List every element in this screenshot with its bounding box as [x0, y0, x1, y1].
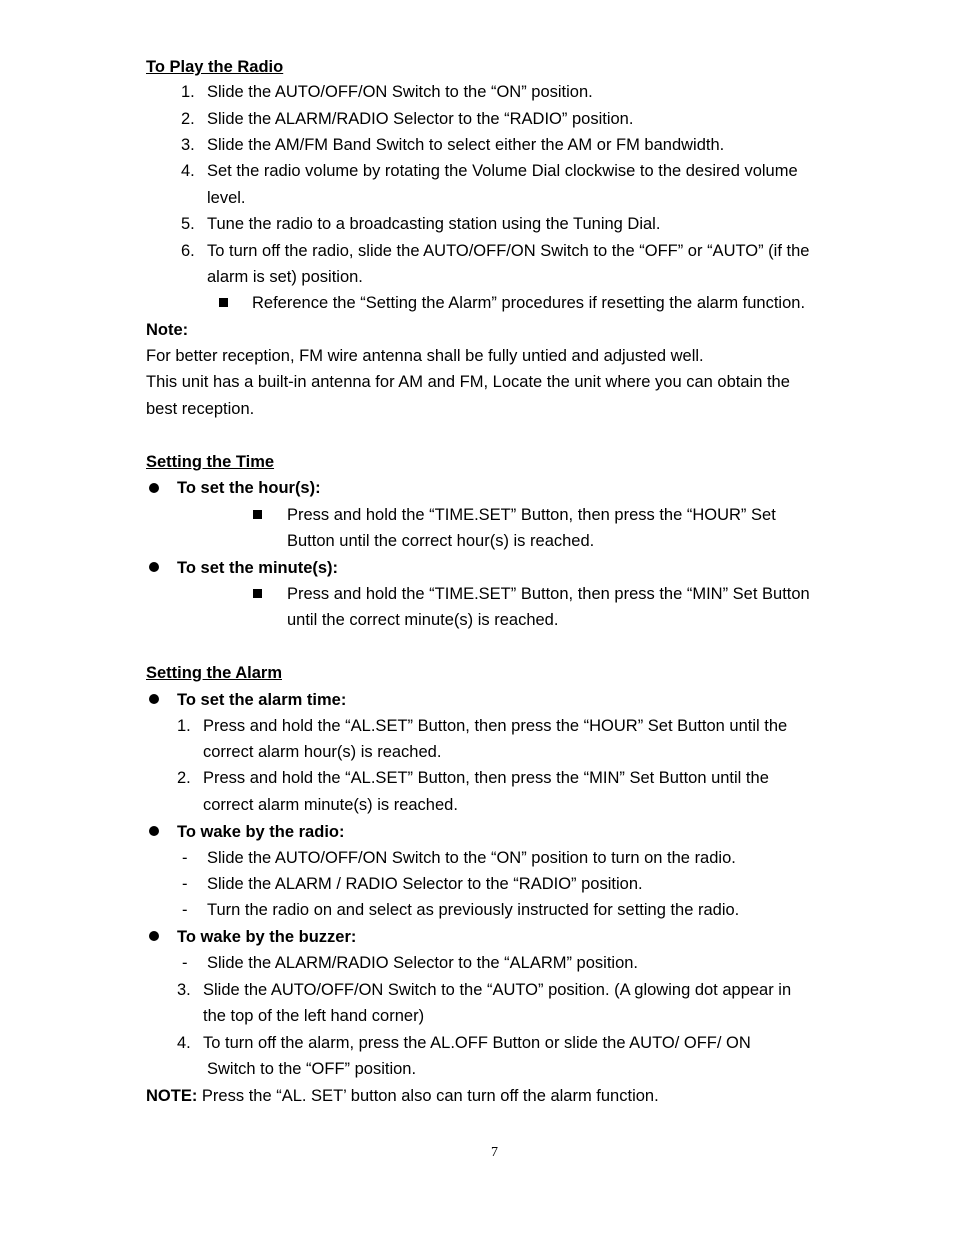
square-bullet-icon	[253, 510, 262, 519]
instruction-text: Press and hold the “TIME.SET” Button, then press the “HOUR” Set	[287, 506, 776, 524]
step-text: Press and hold the “AL.SET” Button, then press the “MIN” Set Button until the	[203, 769, 769, 787]
step-text: Set the radio volume by rotating the Volume Dial clockwise to the desired volume	[207, 162, 798, 180]
step-text: alarm is set) position.	[207, 268, 363, 286]
dash-bullet: -	[182, 954, 188, 972]
subheading-wake-radio: To wake by the radio:	[177, 823, 345, 841]
round-bullet-icon	[149, 694, 159, 704]
step-text: Slide the AUTO/OFF/ON Switch to the “ON” position.	[207, 83, 593, 101]
step-number: 4.	[177, 1034, 191, 1052]
step-number: 2.	[177, 769, 191, 787]
instruction-text: until the correct minute(s) is reached.	[287, 611, 559, 629]
step-number: 1.	[181, 83, 195, 101]
note-line: This unit has a built-in antenna for AM and FM, Locate the unit where you can obtain the	[146, 373, 790, 391]
square-bullet-icon	[253, 589, 262, 598]
heading-setting-time: Setting the Time	[146, 453, 275, 471]
round-bullet-icon	[149, 826, 159, 836]
step-number: 1.	[177, 717, 191, 735]
step-text: Press and hold the “AL.SET” Button, then press the “HOUR” Set Button until the	[203, 717, 788, 735]
reference-text: Reference the “Setting the Alarm” procedures if resetting the alarm function.	[252, 294, 806, 312]
subheading-wake-buzzer: To wake by the buzzer:	[177, 928, 357, 946]
dash-bullet: -	[182, 875, 188, 893]
round-bullet-icon	[149, 931, 159, 941]
note-label: Note:	[146, 321, 189, 339]
step-number: 3.	[177, 981, 191, 999]
instruction-text: Button until the correct hour(s) is reached.	[287, 532, 595, 550]
final-note-label: NOTE:	[146, 1087, 198, 1105]
step-text: correct alarm minute(s) is reached.	[203, 796, 458, 814]
final-note-text: Press the “AL. SET’ button also can turn off the alarm function.	[197, 1087, 659, 1105]
step-text: To turn off the alarm, press the AL.OFF Button or slide the AUTO/ OFF/ ON	[203, 1034, 751, 1052]
heading-play-radio: To Play the Radio	[146, 58, 284, 76]
step-text: Slide the AM/FM Band Switch to select either the AM or FM bandwidth.	[207, 136, 725, 154]
step-text: Slide the AUTO/OFF/ON Switch to the “AUTO” position. (A glowing dot appear in	[203, 981, 792, 999]
note-line: best reception.	[146, 400, 255, 418]
note-line: For better reception, FM wire antenna shall be fully untied and adjusted well.	[146, 347, 704, 365]
page-number: 7	[491, 1145, 498, 1160]
step-text: Slide the ALARM/RADIO Selector to the “RADIO” position.	[207, 110, 634, 128]
round-bullet-icon	[149, 483, 159, 493]
step-text: correct alarm hour(s) is reached.	[203, 743, 442, 761]
list-item: Slide the ALARM/RADIO Selector to the “ALARM” position.	[207, 954, 639, 972]
step-number: 6.	[181, 242, 195, 260]
list-item: Turn the radio on and select as previously instructed for setting the radio.	[207, 901, 740, 919]
square-bullet-icon	[219, 298, 228, 307]
step-number: 2.	[181, 110, 195, 128]
round-bullet-icon	[149, 562, 159, 572]
heading-setting-alarm: Setting the Alarm	[146, 664, 282, 682]
subheading-set-hour: To set the hour(s):	[177, 479, 321, 497]
final-note	[146, 1086, 659, 1106]
step-text: Switch to the “OFF” position.	[207, 1060, 417, 1078]
subheading-alarm-time: To set the alarm time:	[177, 691, 347, 709]
step-text: level.	[207, 189, 246, 207]
list-item: Slide the ALARM / RADIO Selector to the “RADIO” position.	[207, 875, 643, 893]
step-number: 4.	[181, 162, 195, 180]
dash-bullet: -	[182, 901, 188, 919]
step-number: 5.	[181, 215, 195, 233]
list-item: Slide the AUTO/OFF/ON Switch to the “ON” position to turn on the radio.	[207, 849, 736, 867]
step-text: the top of the left hand corner)	[203, 1007, 425, 1025]
step-number: 3.	[181, 136, 195, 154]
step-text: Tune the radio to a broadcasting station using the Tuning Dial.	[207, 215, 661, 233]
instruction-text: Press and hold the “TIME.SET” Button, then press the “MIN” Set Button	[287, 585, 810, 603]
step-text: To turn off the radio, slide the AUTO/OFF/ON Switch to the “OFF” or “AUTO” (if the	[207, 242, 810, 260]
dash-bullet: -	[182, 849, 188, 867]
subheading-set-minute: To set the minute(s):	[177, 559, 339, 577]
